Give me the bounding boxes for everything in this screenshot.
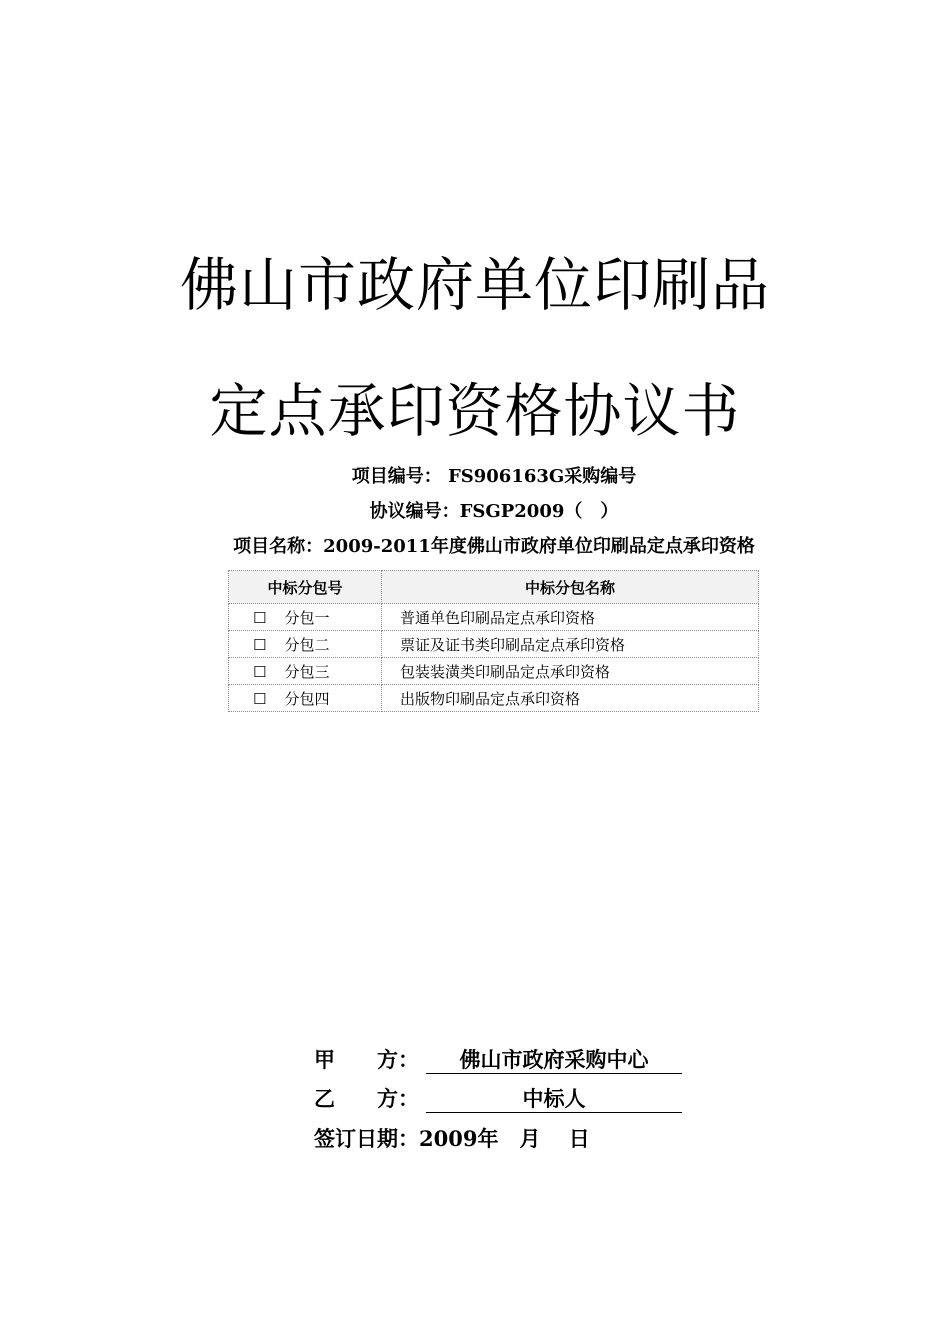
- party-a-label: 甲 方：: [314, 1048, 419, 1072]
- signing-date-label: 签订日期：: [314, 1127, 419, 1151]
- package-number: 分包二: [284, 635, 330, 654]
- table-row: [229, 685, 759, 712]
- signing-date-row: [314, 1128, 590, 1150]
- table-header-row: [229, 571, 759, 604]
- package-name: 票证及证书类印刷品定点承印资格: [382, 631, 759, 658]
- package-number: 分包一: [284, 608, 330, 627]
- project-number: 项目编号： FS906163G采购编号: [351, 466, 637, 487]
- table-row: [229, 631, 759, 658]
- package-cell: [229, 658, 382, 685]
- project-name: 项目名称：2009-2011年度佛山市政府单位印刷品定点承印资格: [233, 536, 755, 557]
- package-name: 出版物印刷品定点承印资格: [382, 685, 759, 712]
- header-package-name: 中标分包名称: [382, 571, 759, 604]
- package-table: [228, 570, 759, 712]
- party-b-label: 乙 方：: [314, 1087, 419, 1111]
- party-b-value: 中标人: [426, 1089, 682, 1113]
- package-number: 分包三: [284, 662, 330, 681]
- package-cell: [229, 685, 382, 712]
- table-row: [229, 658, 759, 685]
- party-b-row: [314, 1089, 682, 1113]
- package-cell: [229, 631, 382, 658]
- party-a-row: [314, 1050, 682, 1074]
- document-title-line-1: 佛山市政府单位印刷品: [179, 251, 770, 319]
- party-a-value: 佛山市政府采购中心: [426, 1050, 682, 1074]
- header-package-number: 中标分包号: [229, 571, 382, 604]
- checkbox-icon[interactable]: ☐: [253, 608, 267, 627]
- signing-date-value: 2009年 月 日: [419, 1126, 590, 1151]
- package-number: 分包四: [284, 689, 330, 708]
- table-row: [229, 604, 759, 631]
- package-name: 包装装潢类印刷品定点承印资格: [382, 658, 759, 685]
- checkbox-icon[interactable]: ☐: [253, 689, 267, 708]
- agreement-number: 协议编号：FSGP2009（ ）: [369, 501, 619, 522]
- package-cell: [229, 604, 382, 631]
- document-title-line-2: 定点承印资格协议书: [209, 377, 741, 445]
- checkbox-icon[interactable]: ☐: [253, 635, 267, 654]
- package-name: 普通单色印刷品定点承印资格: [382, 604, 759, 631]
- checkbox-icon[interactable]: ☐: [253, 662, 267, 681]
